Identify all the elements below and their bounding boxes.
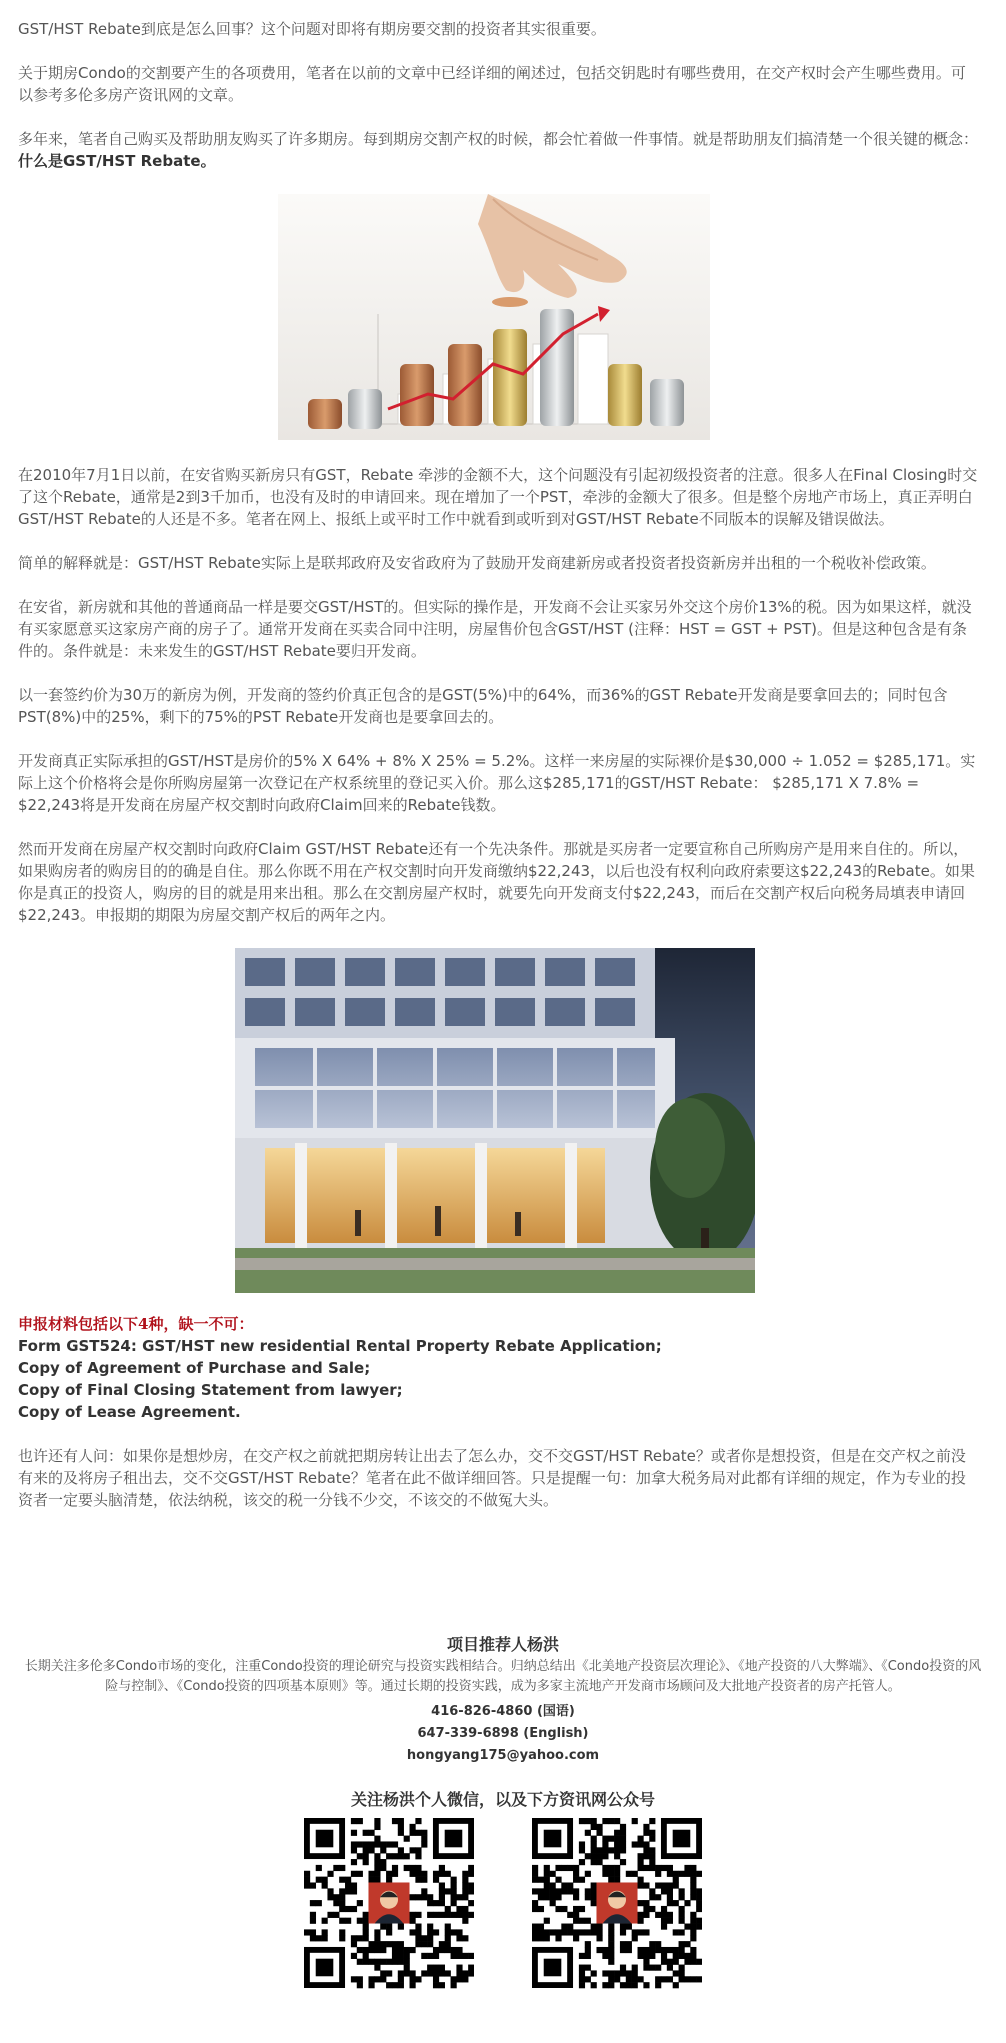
paragraph: 在安省，新房就和其他的普通商品一样是要交GST/HST的。但实际的操作是，开发商不会让买家另外交这个房价13%的税。因为如果这样，就没有买家愿意买这家房产商的房子了。通常开发商在买卖合同中注明，房屋售价包含GST/HST (注释：HST = GST + PST)。但是这种包含是有条件的。条件就是：未来发生的GST/HST Rebate要归开发商。: [18, 598, 972, 660]
condo-building-image: [235, 948, 755, 1293]
paragraph: 以一套签约价为30万的新房为例，开发商的签约价真正包含的是GST(5%)中的64%，而36%的GST Rebate开发商是要拿回去的；同时包含PST(8%)中的25%，剩下的75%的PST Rebate开发商也是要拿回去的。: [18, 686, 948, 726]
qr-code-public-account: [532, 1818, 702, 2018]
requirement-item: Copy of Agreement of Purchase and Sale;: [18, 1359, 371, 1377]
article-body: [18, 18, 978, 1533]
paragraph: 然而开发商在房屋产权交割时向政府Claim GST/HST Rebate还有一个先决条件。那就是买房者一定要宣称自己所购房产是用来自住的。所以，如果购房者的购房目的的确是自住。那么你既不用在产权交割时向开发商缴纳$22,243，以后也没有权利向政府索要这$22,243的Rebate。如果你是真正的投资人，购房的目的就是用来出租。那么在交割房屋产权时，就要先向开发商支付$22,243，而后在交割产权后向税务局填表申请回$22,243。申报期的期限为房屋交割产权后的两年之内。: [18, 840, 975, 924]
paragraph-bold: 什么是GST/HST Rebate。: [18, 152, 216, 170]
email-link[interactable]: hongyang175@yahoo.com: [406, 1748, 600, 1763]
phone-mandarin[interactable]: 416-826-4860 (国语): [431, 1704, 575, 1719]
paragraph: 也许还有人问：如果你是想炒房，在交产权之前就把期房转让出去了怎么办，交不交GST/HST Rebate？或者你是想投资，但是在交产权之前没有来的及将房子租出去，交不交GST/HST Rebate？笔者在此不做详细回答。只是提醒一句：加拿大税务局对此都有详细的规定，作为专业的投资者一定要头脑清楚，依法纳税，该交的税一分钱不少交，不该交的不做冤大头。: [18, 1447, 966, 1509]
paragraph: 简单的解释就是：GST/HST Rebate实际上是联邦政府及安省政府为了鼓励开发商建新房或者投资者投资新房并出租的一个税收补偿政策。: [18, 554, 936, 572]
paragraph: 关于期房Condo的交割要产生的各项费用，笔者在以前的文章中已经详细的阐述过，包括交钥匙时有哪些费用，在交产权时会产生哪些费用。可以参考多伦多房产资讯网的文章。: [18, 64, 966, 104]
paragraph: 在2010年7月1日以前，在安省购买新房只有GST，Rebate 牵涉的金额不大，这个问题没有引起初级投资者的注意。很多人在Final Closing时交了这个Rebate，通常是2到3千加币，也没有及时的申请回来。现在增加了一个PST，牵涉的金额大了很多。但是整个房地产市场上，真正弄明白GST/HST Rebate的人还是不多。笔者在网上、报纸上或平时工作中就看到或听到对GST/HST Rebate不同版本的误解及错误做法。: [18, 466, 978, 528]
author-footer: [0, 1632, 1006, 2018]
requirement-item: Copy of Final Closing Statement from lawyer;: [18, 1381, 403, 1399]
paragraph-text: 多年来，笔者自己购买及帮助朋友购买了许多期房。每到期房交割产权的时候，都会忙着做一件事情。就是帮助朋友们搞清楚一个很关键的概念：: [18, 130, 979, 148]
follow-heading: 关注杨洪个人微信，以及下方资讯网公众号: [350, 1790, 655, 1809]
author-name: 项目推荐人杨洪: [446, 1635, 559, 1654]
requirements-title: 申报材料包括以下4种，缺一不可：: [18, 1315, 254, 1333]
qr-code-personal-wechat: [304, 1818, 474, 2018]
phone-english[interactable]: 647-339-6898 (English): [417, 1726, 589, 1741]
paragraph: 开发商真正实际承担的GST/HST是房价的5% X 64% + 8% X 25% = 5.2%。这样一来房屋的实际裸价是$30,000 ÷ 1.052 = $285,171。实际上这个价格将会是你所购房屋第一次登记在产权系统里的登记买入价。那么这$285,171的GST/HST Rebate： $285,171 X 7.8% = $22,243将是开发商在房屋产权交割时向政府Claim回来的Rebate钱数。: [18, 752, 976, 814]
author-description: 长期关注多伦多Condo市场的变化，注重Condo投资的理论研究与投资实践相结合。归纳总结出《北美地产投资层次理论》、《地产投资的八大弊端》、《Condo投资的风险与控制》、《Condo投资的四项基本原则》等。通过长期的投资实践，成为多家主流地产开发商市场顾问及大批地产投资者的房产托管人。: [24, 1659, 982, 1694]
requirement-item: Copy of Lease Agreement.: [18, 1403, 241, 1421]
qr-code-row: [0, 1818, 1006, 2018]
paragraph: GST/HST Rebate到底是怎么回事？这个问题对即将有期房要交割的投资者其实很重要。: [18, 20, 606, 38]
coins-growth-image: [278, 194, 710, 440]
requirement-item: Form GST524: GST/HST new residential Rental Property Rebate Application;: [18, 1337, 662, 1355]
requirements-list: [18, 1313, 978, 1423]
paragraph: [18, 128, 978, 172]
